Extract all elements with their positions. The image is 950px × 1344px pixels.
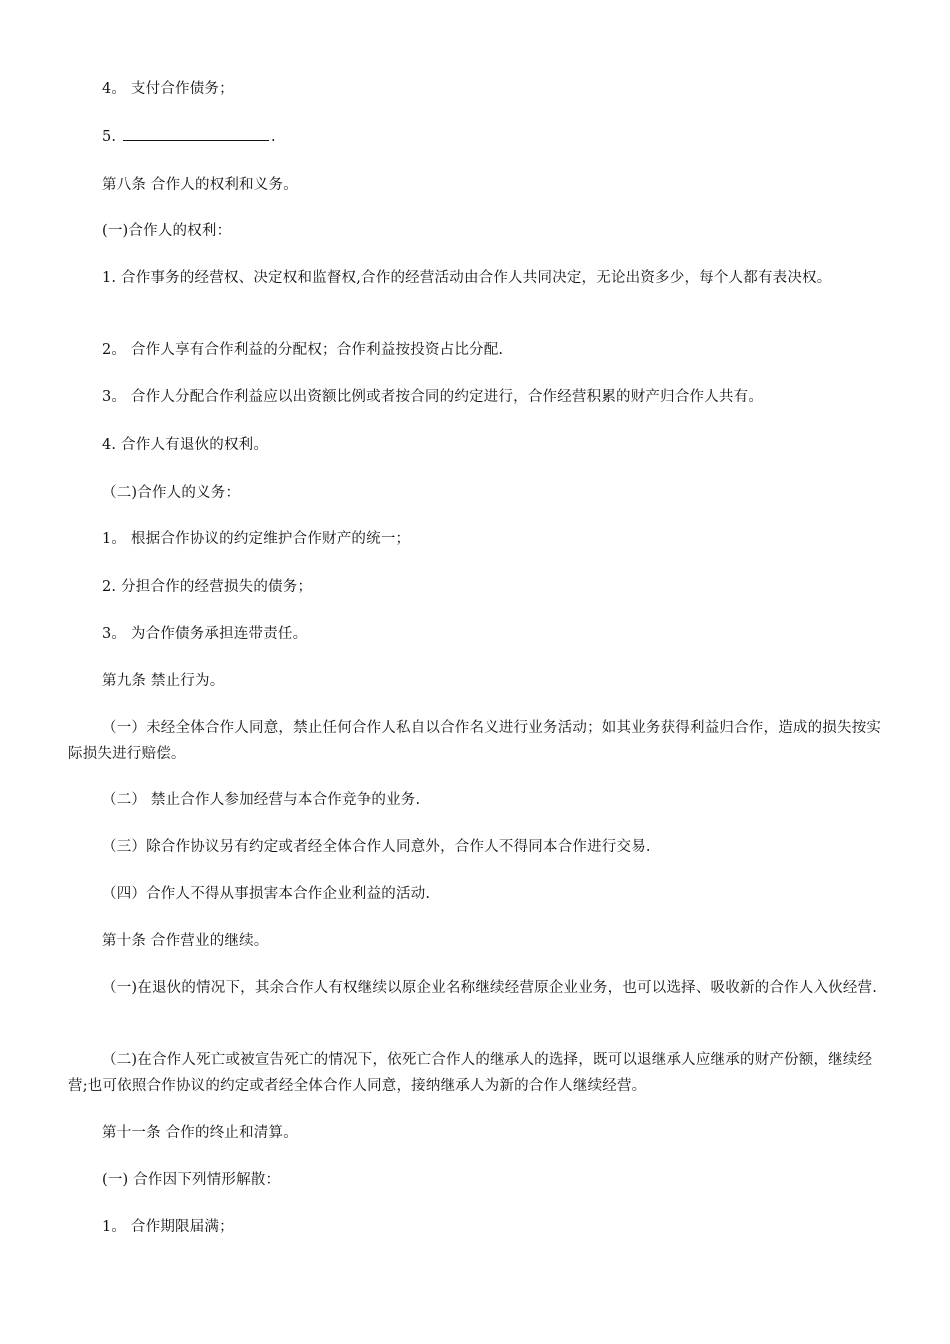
rights-item-3: 3。 合作人分配合作利益应以出资额比例或者按合同的约定进行，合作经营积累的财产归合作人共有。 <box>102 389 764 405</box>
blank-suffix: . <box>271 129 276 145</box>
paragraph-item-4: 4。 支付合作债务； <box>102 81 234 97</box>
rights-item-4: 4. 合作人有退伙的权利。 <box>102 437 269 453</box>
article-8-heading: 第八条 合作人的权利和义务。 <box>102 177 298 193</box>
prohibition-item-2: （二） 禁止合作人参加经营与本合作竞争的业务. <box>102 792 421 808</box>
paragraph-item-5 <box>68 124 884 150</box>
item-number: 5. <box>102 129 122 145</box>
continuation-item-1: （一)在退伙的情况下，其余合作人有权继续以原企业名称继续经营原企业业务，也可以选择、吸收新的合作人入伙经营. <box>102 980 878 996</box>
prohibition-item-4: （四）合作人不得从事损害本合作企业利益的活动. <box>102 886 431 902</box>
prohibition-item-3: （三）除合作协议另有约定或者经全体合作人同意外，合作人不得同本合作进行交易. <box>102 839 651 855</box>
duties-item-1: 1。 根据合作协议的约定维护合作财产的统一； <box>102 531 411 547</box>
section-duties-heading: （二)合作人的义务： <box>102 485 241 501</box>
duties-item-3: 3。 为合作债务承担连带责任。 <box>102 626 308 642</box>
rights-item-1: 1. 合作事务的经营权、决定权和监督权,合作的经营活动由合作人共同决定，无论出资多少，每个人都有表决权。 <box>102 270 832 286</box>
article-10-heading: 第十条 合作营业的继续。 <box>102 933 269 949</box>
duties-item-2: 2. 分担合作的经营损失的债务； <box>102 579 313 595</box>
section-rights-heading: (一)合作人的权利： <box>102 223 232 239</box>
rights-item-2: 2。 合作人享有合作利益的分配权；合作利益按投资占比分配. <box>102 342 504 358</box>
dissolution-item-1: 1。 合作期限届满； <box>102 1219 234 1235</box>
dissolution-heading: (一) 合作因下列情形解散： <box>102 1172 281 1188</box>
fill-in-blank <box>123 126 269 141</box>
continuation-item-2: （二)在合作人死亡或被宣告死亡的情况下，依死亡合作人的继承人的选择，既可以退继承人应继承的财产份额，继续经营;也可依照合作协议的约定或者经全体合作人同意，接纳继承人为新的合作人继续经营。 <box>68 1052 873 1094</box>
article-9-heading: 第九条 禁止行为。 <box>102 673 225 689</box>
prohibition-item-1: （一）未经全体合作人同意，禁止任何合作人私自以合作名义进行业务活动；如其业务获得利益归合作，造成的损失按实际损失进行赔偿。 <box>68 720 882 762</box>
article-11-heading: 第十一条 合作的终止和清算。 <box>102 1125 298 1141</box>
